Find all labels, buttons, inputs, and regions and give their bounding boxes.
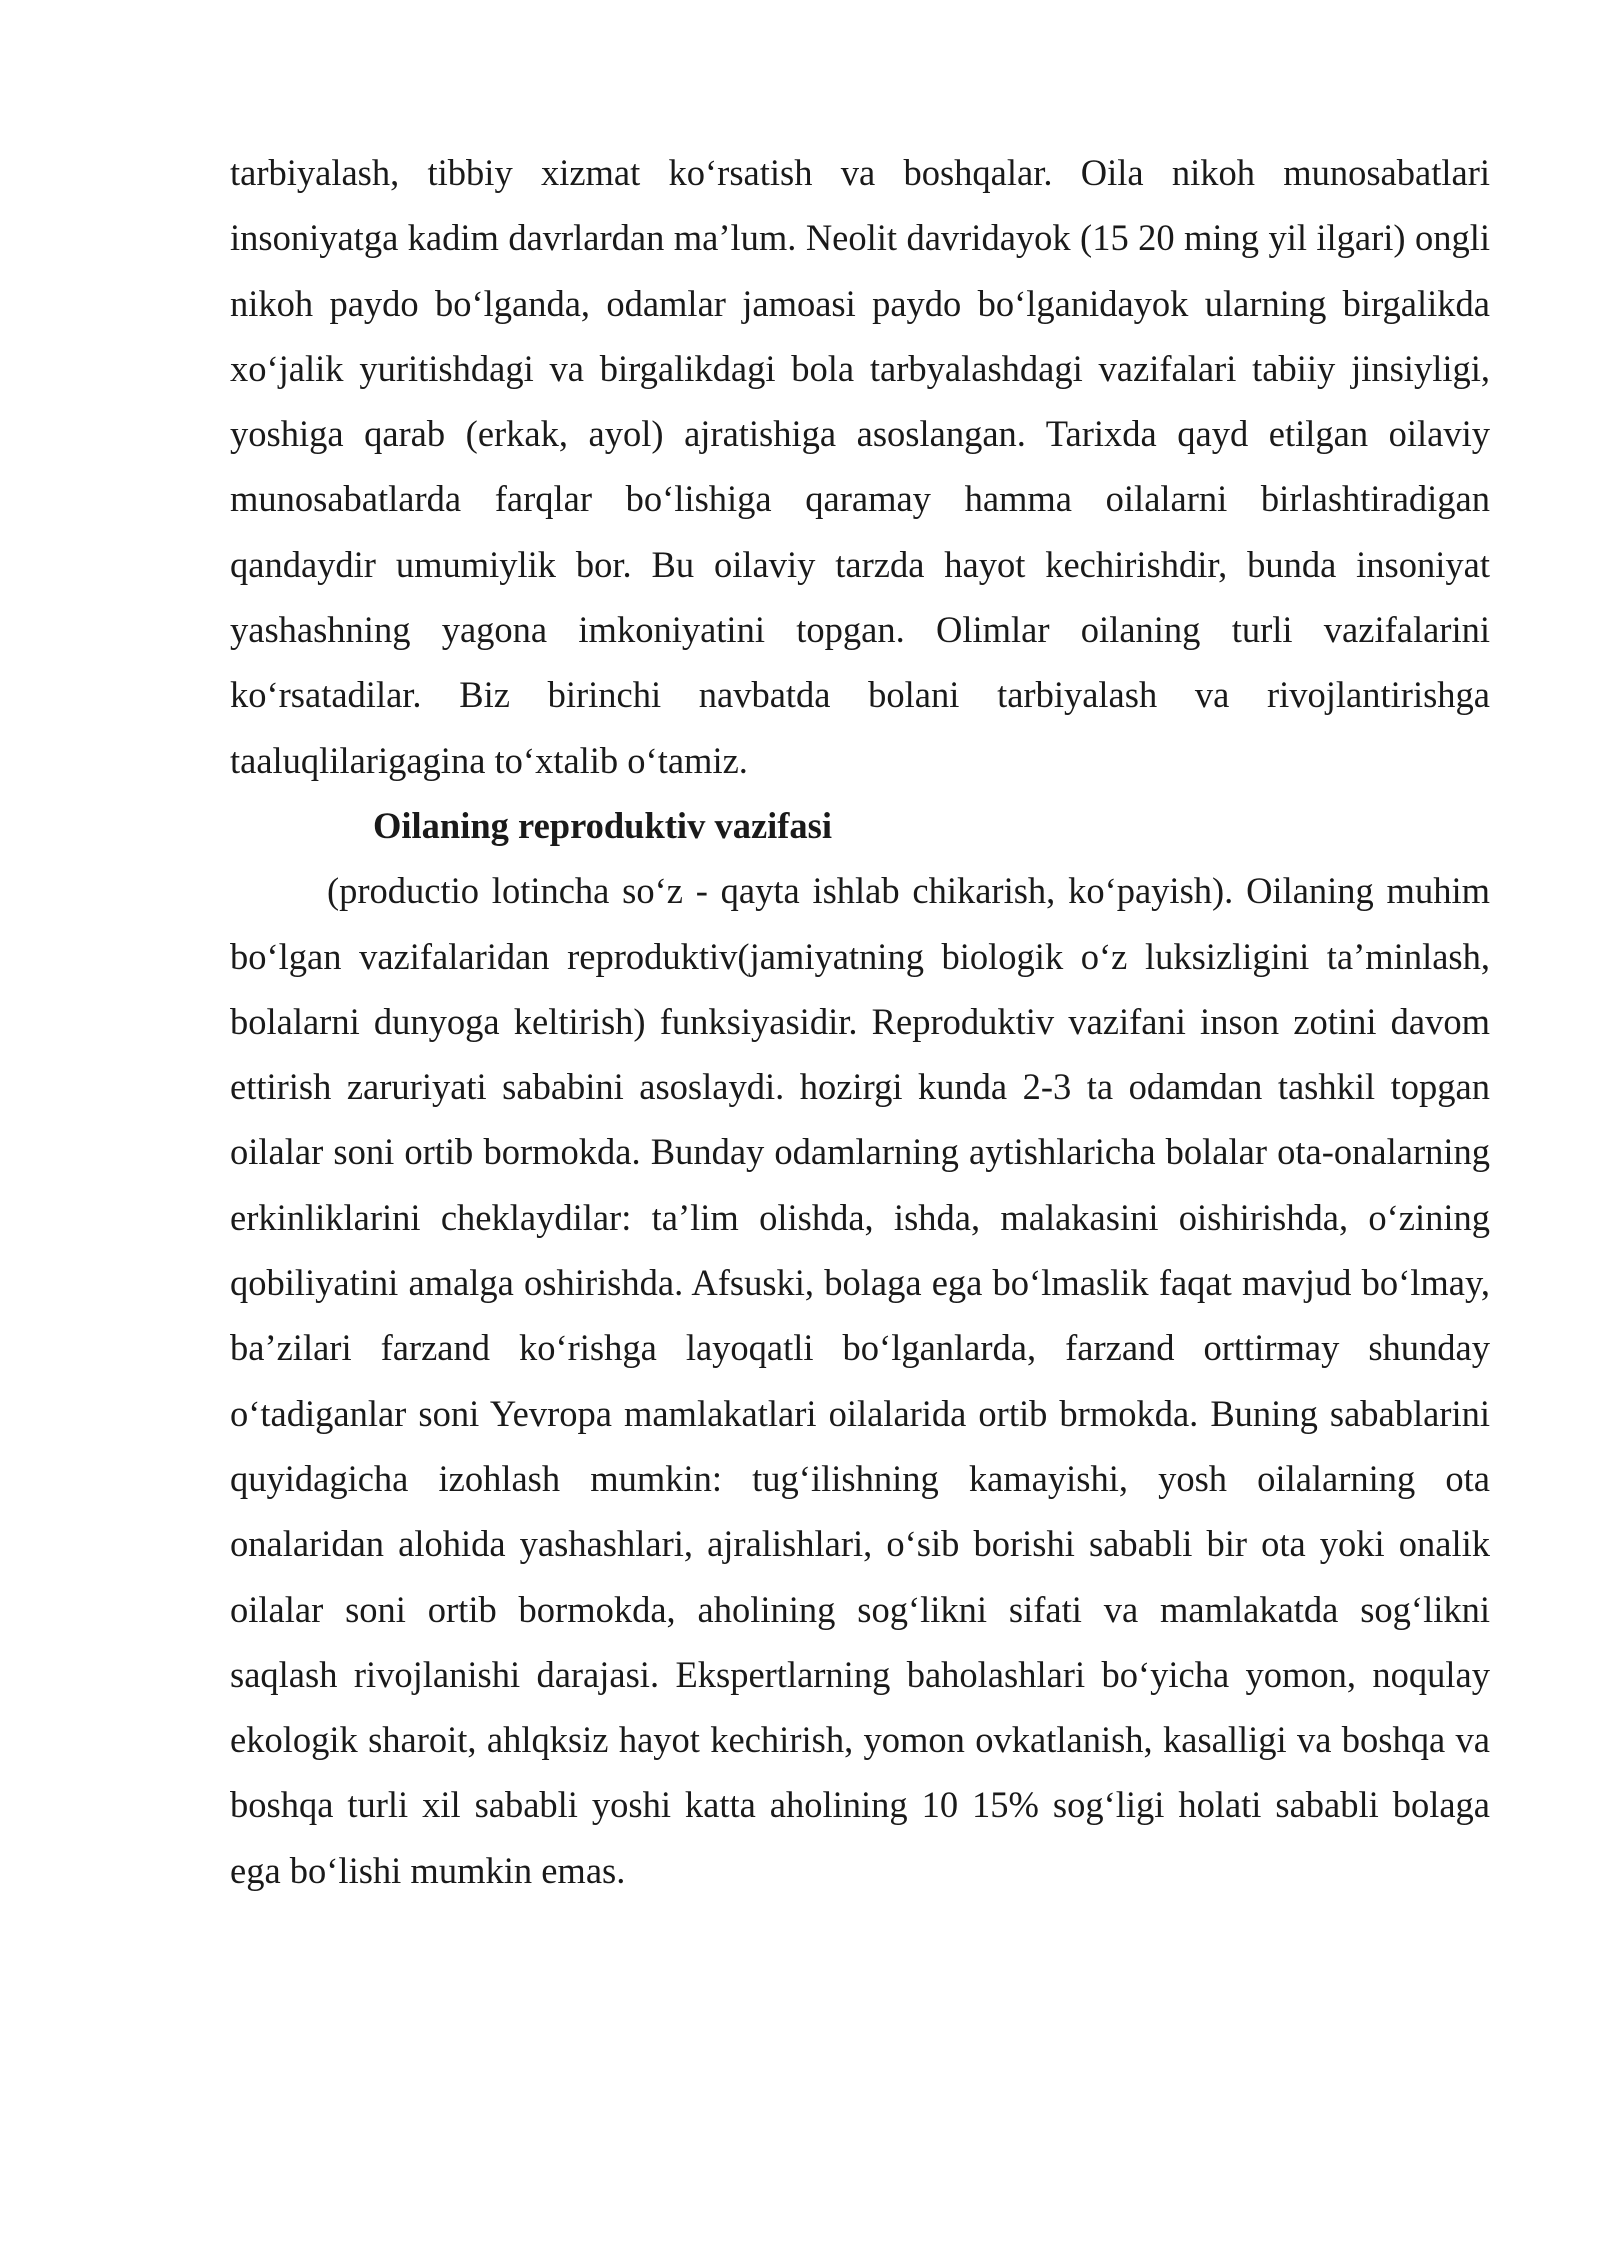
paragraph-reproductive: (productio lotincha so‘z - qayta ishlab chikarish, ko‘payish). Oilaning muhim bo‘lgan vazifalaridan reproduktiv(jamiyatning biologik o‘z luksizligini ta’minlash, bolalarni dunyoga keltirish) funksiyasidir. Reproduktiv vazifani inson zotini davom ettirish zaruriyati sababini asoslaydi. hozirgi kunda 2-3 ta odamdan tashkil topgan oilalar soni ortib bormokda. Bunday odamlarning aytishlaricha bolalar ota-onalarning erkinliklarini cheklaydilar: ta’lim olishda, ishda, malakasini oishirishda, o‘zining qobiliyatini amalga oshirishda. Afsuski, bolaga ega bo‘lmaslik faqat mavjud bo‘lmay, ba’zilari farzand ko‘rishga layoqatli bo‘lganlarda, farzand orttirmay shunday o‘tadiganlar soni Yevropa mamlakatlari oilalarida ortib brmokda. Buning sabablarini quyidagicha izohlash mumkin: tug‘ilishning kamayishi, yosh oilalarning ota onalaridan alohida yashashlari, ajralishlari, o‘sib borishi sababli bir ota yoki onalik oilalar soni ortib bormokda, aholining sog‘likni sifati va mamlakatda sog‘likni saqlash rivojlanishi darajasi. Ekspertlarning baholashlari bo‘yicha yomon, noqulay ekologik sharoit, ahlqksiz hayot kechirish, yomon ovkatlanish, kasalligi va boshqa va boshqa turli xil sababli yoshi katta aholining 10 15% sog‘ligi holati sababli bolaga ega bo‘lishi mumkin emas. [230,870,1490,1891]
document-page [230,140,1490,1903]
section-heading: Oilaning reproduktiv vazifasi [373,804,833,846]
paragraph-intro: tarbiyalash, tibbiy xizmat ko‘rsatish va boshqalar. Oila nikoh munosabatlari insoniyatga kadim davrlardan ma’lum. Neolit davridayok (15 20 ming yil ilgari) ongli nikoh paydo bo‘lganda, odamlar jamoasi paydo bo‘lganidayok ularning birgalikda xo‘jalik yuritishdagi va birgalikdagi bola tarbyalashdagi vazifalari tabiiy jinsiyligi, yoshiga qarab (erkak, ayol) ajratishiga asoslangan. Tarixda qayd etilgan oilaviy munosabatlarda farqlar bo‘lishiga qaramay hamma oilalarni birlashtiradigan qandaydir umumiylik bor. Bu oilaviy tarzda hayot kechirishdir, bunda insoniyat yashashning yagona imkoniyatini topgan. Olimlar oilaning turli vazifalarini ko‘rsatadilar. Biz birinchi navbatda bolani tarbiyalash va rivojlantirishga taaluqlilarigagina to‘xtalib o‘tamiz. [230,152,1490,781]
